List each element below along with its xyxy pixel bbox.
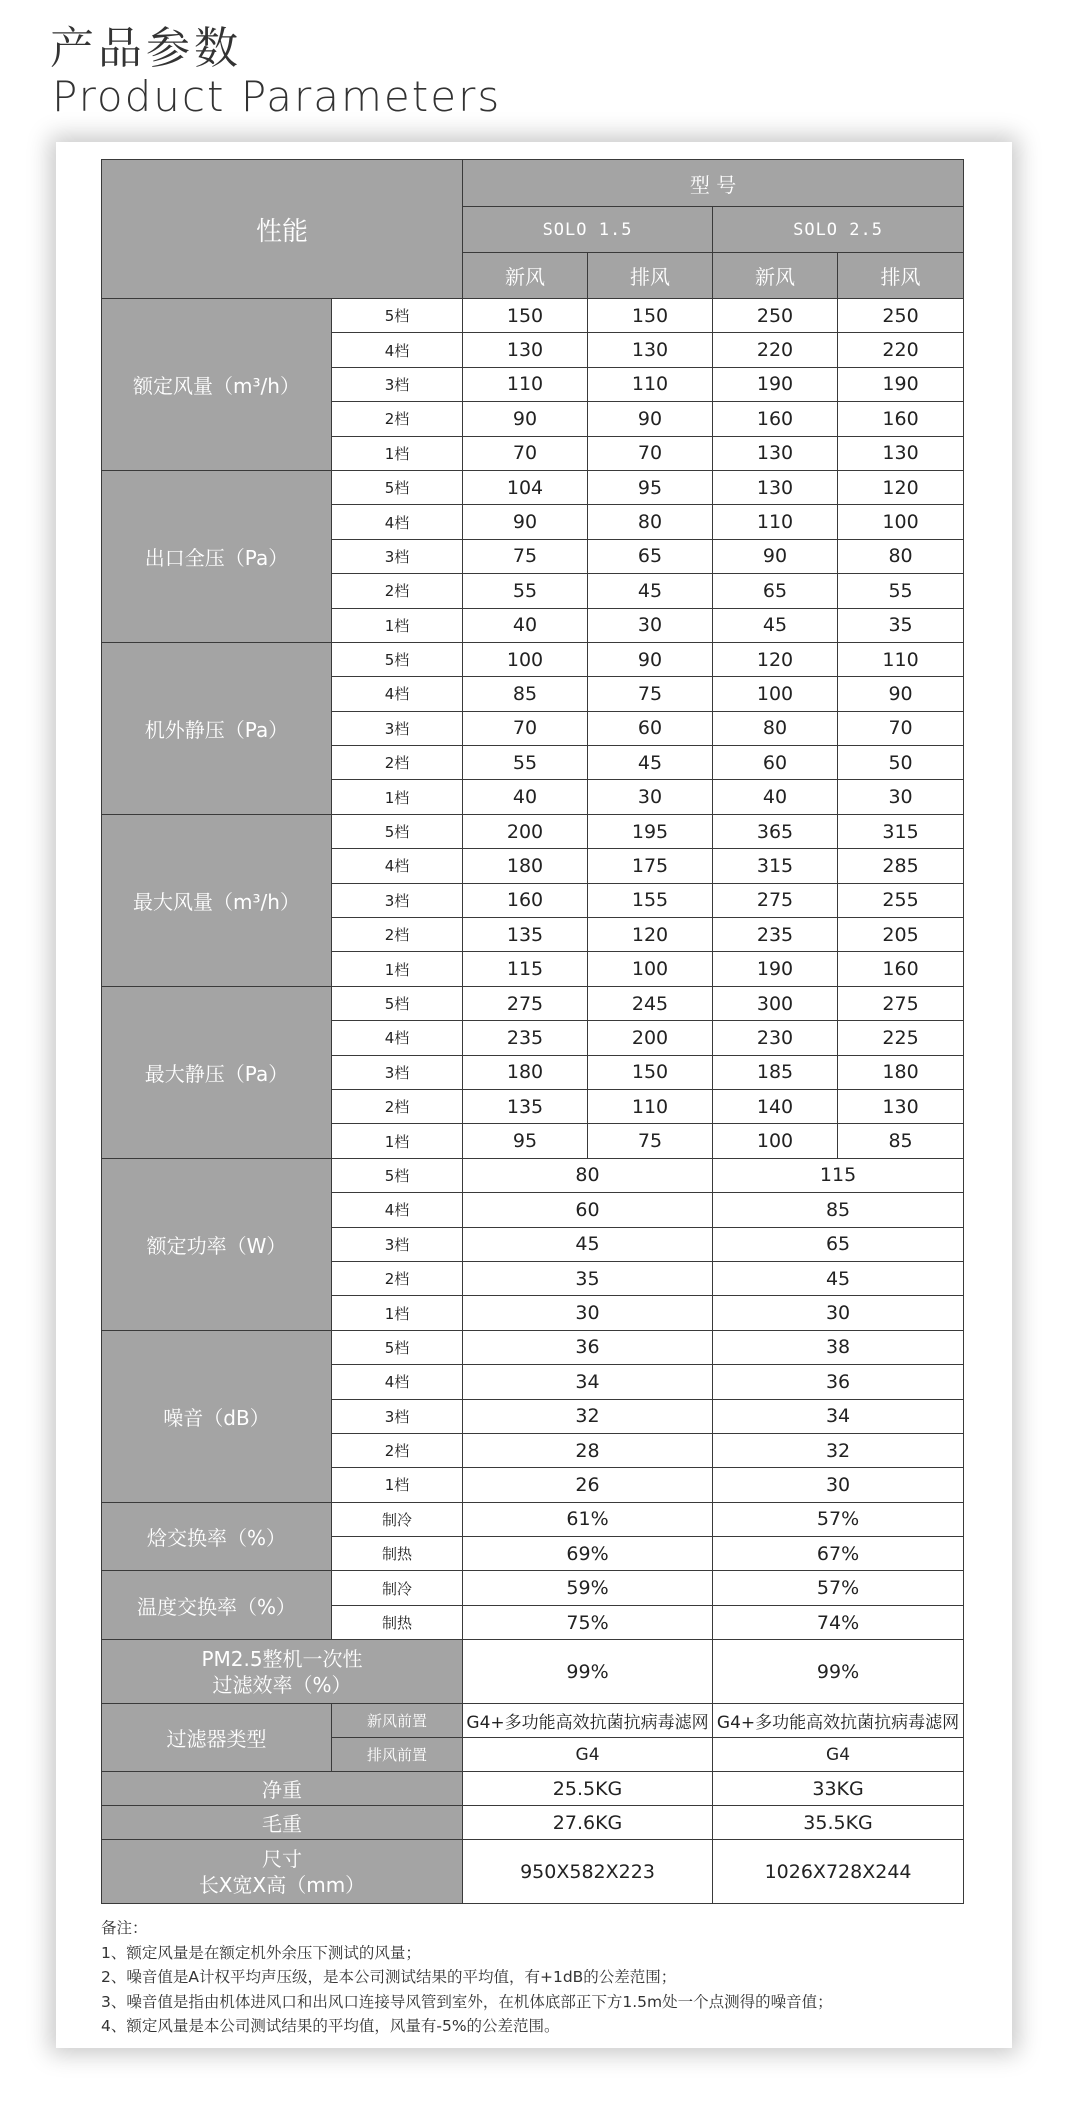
value-cell: 70: [588, 436, 713, 470]
value-cell: 100: [713, 1124, 838, 1158]
value-cell: 70: [838, 711, 964, 745]
value-cell: 180: [463, 1055, 588, 1089]
value-cell: 57%: [713, 1571, 964, 1605]
value-cell: 135: [463, 1089, 588, 1123]
value-cell: 28: [463, 1433, 713, 1467]
table-row: [102, 642, 964, 676]
value-cell: 90: [588, 402, 713, 436]
model-solo-2-5: SOLO 2.5: [713, 207, 964, 253]
level-label: 2档: [332, 1089, 463, 1123]
level-label: 1档: [332, 1124, 463, 1158]
group-label: 机外静压（Pa）: [102, 642, 332, 814]
value-cell: 130: [588, 333, 713, 367]
value-cell: 190: [713, 367, 838, 401]
value-cell: 190: [713, 952, 838, 986]
value-cell: 40: [463, 780, 588, 814]
table-row: [102, 1806, 964, 1840]
value-cell: 1026X728X244: [713, 1840, 964, 1904]
level-label: 2档: [332, 1433, 463, 1467]
filter-sub-label: 排风前置: [332, 1738, 463, 1772]
value-cell: 60: [463, 1193, 713, 1227]
value-cell: 100: [713, 677, 838, 711]
value-cell: 150: [588, 1055, 713, 1089]
level-label: 制冷: [332, 1502, 463, 1536]
table-row: [102, 1704, 964, 1738]
col-fresh-air-2: 新风: [713, 253, 838, 299]
level-label: 2档: [332, 1261, 463, 1295]
level-label: 5档: [332, 642, 463, 676]
value-cell: 155: [588, 883, 713, 917]
value-cell: 30: [588, 608, 713, 642]
value-cell: 150: [588, 299, 713, 333]
value-cell: 99%: [463, 1640, 713, 1704]
level-label: 5档: [332, 299, 463, 333]
value-cell: 57%: [713, 1502, 964, 1536]
value-cell: 30: [463, 1296, 713, 1330]
group-label: 额定风量（m³/h）: [102, 299, 332, 471]
value-cell: 110: [713, 505, 838, 539]
value-cell: 275: [713, 883, 838, 917]
table-row: [102, 1772, 964, 1806]
table-row: [102, 814, 964, 848]
level-label: 3档: [332, 883, 463, 917]
page-title-en: Product Parameters: [52, 72, 502, 121]
level-label: 制冷: [332, 1571, 463, 1605]
value-cell: 45: [463, 1227, 713, 1261]
col-exhaust-air-1: 排风: [588, 253, 713, 299]
value-cell: 38: [713, 1330, 964, 1364]
value-cell: 55: [463, 574, 588, 608]
value-cell: 104: [463, 470, 588, 504]
value-cell: 115: [713, 1158, 964, 1192]
table-row: [102, 470, 964, 504]
value-cell: 25.5KG: [463, 1772, 713, 1806]
value-cell: 120: [838, 470, 964, 504]
value-cell: 70: [463, 711, 588, 745]
level-label: 1档: [332, 436, 463, 470]
value-cell: 45: [588, 746, 713, 780]
value-cell: 32: [463, 1399, 713, 1433]
value-cell: 300: [713, 986, 838, 1020]
value-cell: 60: [588, 711, 713, 745]
value-cell: 75%: [463, 1605, 713, 1639]
value-cell: 160: [838, 402, 964, 436]
col-exhaust-air-2: 排风: [838, 253, 964, 299]
value-cell: 285: [838, 849, 964, 883]
value-cell: 90: [588, 642, 713, 676]
note-item: 3、噪音值是指由机体进风口和出风口连接导风管到室外，在机体底部正下方1.5m处一个点测得的噪音值；: [101, 1992, 833, 2011]
value-cell: 95: [588, 470, 713, 504]
value-cell: 150: [463, 299, 588, 333]
level-label: 5档: [332, 814, 463, 848]
value-cell: 160: [713, 402, 838, 436]
value-cell: 315: [838, 814, 964, 848]
table-row: [102, 986, 964, 1020]
note-item: 2、噪音值是A计权平均声压级，是本公司测试结果的平均值，有+1dB的公差范围；: [101, 1968, 677, 1986]
level-label: 1档: [332, 780, 463, 814]
group-label: 噪音（dB）: [102, 1330, 332, 1502]
value-cell: 35.5KG: [713, 1806, 964, 1840]
value-cell: 180: [838, 1055, 964, 1089]
value-cell: 255: [838, 883, 964, 917]
value-cell: 27.6KG: [463, 1806, 713, 1840]
value-cell: 250: [713, 299, 838, 333]
value-cell: 45: [588, 574, 713, 608]
notes-title: 备注：: [101, 1919, 148, 1937]
level-label: 2档: [332, 918, 463, 952]
value-cell: 195: [588, 814, 713, 848]
level-label: 制热: [332, 1605, 463, 1639]
value-cell: 180: [463, 849, 588, 883]
value-cell: 130: [463, 333, 588, 367]
size-label: [102, 1840, 463, 1904]
model-header: 型 号: [463, 160, 964, 207]
level-label: 1档: [332, 1296, 463, 1330]
value-cell: 100: [588, 952, 713, 986]
group-label: 出口全压（Pa）: [102, 470, 332, 642]
value-cell: 950X582X223: [463, 1840, 713, 1904]
net-weight-label: 净重: [102, 1772, 463, 1806]
value-cell: 45: [713, 1261, 964, 1295]
value-cell: 100: [463, 642, 588, 676]
value-cell: 90: [838, 677, 964, 711]
value-cell: 60: [713, 746, 838, 780]
value-cell: 220: [713, 333, 838, 367]
value-cell: 50: [838, 746, 964, 780]
value-cell: 110: [588, 1089, 713, 1123]
value-cell: 90: [463, 402, 588, 436]
level-label: 4档: [332, 1365, 463, 1399]
value-cell: 99%: [713, 1640, 964, 1704]
level-label: 5档: [332, 1330, 463, 1364]
value-cell: 45: [713, 608, 838, 642]
value-cell: 36: [463, 1330, 713, 1364]
value-cell: 115: [463, 952, 588, 986]
value-cell: 160: [838, 952, 964, 986]
value-cell: 36: [713, 1365, 964, 1399]
filter-sub-label: 新风前置: [332, 1704, 463, 1738]
level-label: 4档: [332, 333, 463, 367]
size-label-line: 长X宽X高（mm）: [198, 1872, 366, 1897]
value-cell: 235: [463, 1021, 588, 1055]
value-cell: 130: [713, 436, 838, 470]
value-cell: 205: [838, 918, 964, 952]
value-cell: 235: [713, 918, 838, 952]
value-cell: 80: [588, 505, 713, 539]
value-cell: 130: [838, 1089, 964, 1123]
filter-value-cell: G4+多功能高效抗菌抗病毒滤网: [713, 1704, 964, 1738]
level-label: 5档: [332, 470, 463, 504]
group-label: 焓交换率（%）: [102, 1502, 332, 1571]
page-title-cn: 产品参数: [50, 23, 242, 74]
table-row: [102, 1158, 964, 1192]
value-cell: 275: [463, 986, 588, 1020]
value-cell: 85: [713, 1193, 964, 1227]
pm25-label: [102, 1640, 463, 1704]
level-label: 3档: [332, 1227, 463, 1261]
value-cell: 130: [838, 436, 964, 470]
value-cell: 30: [588, 780, 713, 814]
value-cell: 230: [713, 1021, 838, 1055]
value-cell: 35: [838, 608, 964, 642]
level-label: 4档: [332, 677, 463, 711]
value-cell: 90: [463, 505, 588, 539]
table-row: [102, 299, 964, 333]
value-cell: 120: [588, 918, 713, 952]
value-cell: 80: [463, 1158, 713, 1192]
value-cell: 225: [838, 1021, 964, 1055]
level-label: 1档: [332, 608, 463, 642]
value-cell: 90: [713, 539, 838, 573]
notes-section: [101, 1916, 833, 2039]
value-cell: 65: [588, 539, 713, 573]
table-row: [102, 1502, 964, 1536]
value-cell: 135: [463, 918, 588, 952]
value-cell: 61%: [463, 1502, 713, 1536]
level-label: 1档: [332, 952, 463, 986]
value-cell: 65: [713, 1227, 964, 1261]
model-solo-1-5: SOLO 1.5: [463, 207, 713, 253]
value-cell: 33KG: [713, 1772, 964, 1806]
size-label-line: 尺寸: [262, 1846, 302, 1871]
value-cell: 130: [713, 470, 838, 504]
value-cell: 120: [713, 642, 838, 676]
level-label: 5档: [332, 1158, 463, 1192]
value-cell: 40: [713, 780, 838, 814]
gross-weight-label: 毛重: [102, 1806, 463, 1840]
value-cell: 80: [713, 711, 838, 745]
value-cell: 67%: [713, 1537, 964, 1571]
table-row: [102, 1640, 964, 1704]
pm25-label-line: 过滤效率（%）: [212, 1672, 352, 1697]
level-label: 4档: [332, 1193, 463, 1227]
level-label: 4档: [332, 505, 463, 539]
level-label: 5档: [332, 986, 463, 1020]
level-label: 制热: [332, 1537, 463, 1571]
value-cell: 140: [713, 1089, 838, 1123]
value-cell: 85: [463, 677, 588, 711]
performance-header: 性能: [102, 160, 463, 299]
col-fresh-air-1: 新风: [463, 253, 588, 299]
value-cell: 315: [713, 849, 838, 883]
value-cell: 74%: [713, 1605, 964, 1639]
value-cell: 365: [713, 814, 838, 848]
note-item: 1、额定风量是在额定机外余压下测试的风量；: [101, 1943, 421, 1962]
value-cell: 32: [713, 1433, 964, 1467]
group-label: 温度交换率（%）: [102, 1571, 332, 1640]
level-label: 3档: [332, 1055, 463, 1089]
value-cell: 85: [838, 1124, 964, 1158]
level-label: 3档: [332, 711, 463, 745]
level-label: 2档: [332, 574, 463, 608]
value-cell: 30: [838, 780, 964, 814]
value-cell: 30: [713, 1468, 964, 1502]
value-cell: 245: [588, 986, 713, 1020]
value-cell: 55: [838, 574, 964, 608]
value-cell: 175: [588, 849, 713, 883]
value-cell: 220: [838, 333, 964, 367]
value-cell: 35: [463, 1261, 713, 1295]
filter-value-cell: G4: [713, 1738, 964, 1772]
note-item: 4、额定风量是本公司测试结果的平均值，风量有-5%的公差范围。: [101, 2017, 560, 2035]
filter-value-cell: G4+多功能高效抗菌抗病毒滤网: [463, 1704, 713, 1738]
value-cell: 190: [838, 367, 964, 401]
value-cell: 70: [463, 436, 588, 470]
value-cell: 185: [713, 1055, 838, 1089]
level-label: 4档: [332, 1021, 463, 1055]
value-cell: 100: [838, 505, 964, 539]
value-cell: 69%: [463, 1537, 713, 1571]
value-cell: 75: [588, 677, 713, 711]
filter-type-label: 过滤器类型: [102, 1704, 332, 1772]
table-row: [102, 1840, 964, 1904]
pm25-label-line: PM2.5整机一次性: [201, 1646, 363, 1671]
group-label: 最大风量（m³/h）: [102, 814, 332, 986]
level-label: 3档: [332, 367, 463, 401]
value-cell: 65: [713, 574, 838, 608]
value-cell: 75: [463, 539, 588, 573]
value-cell: 110: [463, 367, 588, 401]
value-cell: 34: [713, 1399, 964, 1433]
level-label: 3档: [332, 1399, 463, 1433]
level-label: 2档: [332, 746, 463, 780]
value-cell: 110: [838, 642, 964, 676]
spec-table: [101, 159, 964, 1904]
value-cell: 200: [588, 1021, 713, 1055]
level-label: 2档: [332, 402, 463, 436]
group-label: 额定功率（W）: [102, 1158, 332, 1330]
value-cell: 55: [463, 746, 588, 780]
value-cell: 110: [588, 367, 713, 401]
level-label: 3档: [332, 539, 463, 573]
group-label: 最大静压（Pa）: [102, 986, 332, 1158]
table-row: [102, 1571, 964, 1605]
value-cell: 40: [463, 608, 588, 642]
filter-value-cell: G4: [463, 1738, 713, 1772]
value-cell: 30: [713, 1296, 964, 1330]
value-cell: 80: [838, 539, 964, 573]
value-cell: 26: [463, 1468, 713, 1502]
value-cell: 250: [838, 299, 964, 333]
value-cell: 160: [463, 883, 588, 917]
value-cell: 75: [588, 1124, 713, 1158]
value-cell: 275: [838, 986, 964, 1020]
value-cell: 95: [463, 1124, 588, 1158]
value-cell: 59%: [463, 1571, 713, 1605]
value-cell: 34: [463, 1365, 713, 1399]
level-label: 1档: [332, 1468, 463, 1502]
value-cell: 200: [463, 814, 588, 848]
level-label: 4档: [332, 849, 463, 883]
table-row: [102, 1330, 964, 1364]
